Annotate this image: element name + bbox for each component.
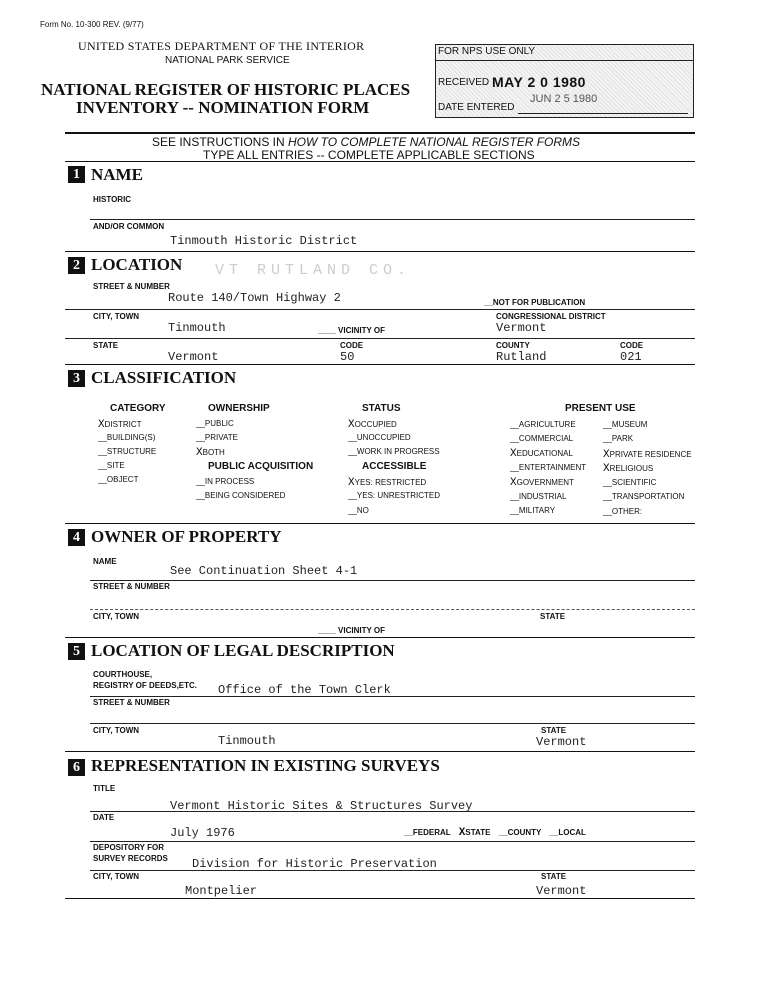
nps-box-divider bbox=[436, 60, 693, 61]
use-industrial[interactable]: __INDUSTRIAL bbox=[510, 492, 567, 501]
option-label: FEDERAL bbox=[412, 828, 451, 837]
depository-value: Division for Historic Preservation bbox=[192, 857, 437, 871]
category-object[interactable]: __OBJECT bbox=[98, 475, 139, 484]
instructions-prefix: SEE INSTRUCTIONS IN bbox=[152, 135, 289, 149]
rule-depository bbox=[90, 870, 695, 871]
legal-state-value: Vermont bbox=[536, 735, 587, 749]
ownership-both[interactable] bbox=[196, 447, 225, 459]
rule-street bbox=[65, 309, 695, 310]
section-3-number: 3 bbox=[68, 370, 85, 387]
category-heading: CATEGORY bbox=[110, 403, 166, 414]
accessible-no[interactable]: __NO bbox=[348, 506, 369, 515]
rule-city bbox=[65, 338, 695, 339]
rule-survey-date bbox=[90, 841, 695, 842]
ownership-public[interactable]: __PUBLIC bbox=[196, 419, 234, 428]
option-label: PUBLIC bbox=[204, 419, 234, 428]
historic-label: HISTORIC bbox=[93, 195, 132, 204]
option-label: YES: RESTRICTED bbox=[354, 478, 427, 487]
option-label: MUSEUM bbox=[611, 420, 648, 429]
depository-label-2: SURVEY RECORDS bbox=[93, 854, 168, 863]
date-entered-label: DATE ENTERED bbox=[438, 102, 515, 113]
option-label: STRUCTURE bbox=[106, 447, 157, 456]
level-federal[interactable]: __FEDERAL bbox=[404, 828, 451, 837]
option-label: OTHER: bbox=[611, 507, 643, 516]
code-value: 50 bbox=[340, 350, 355, 364]
checkbox-mark: X bbox=[510, 448, 517, 460]
section-6-title: REPRESENTATION IN EXISTING SURVEYS bbox=[91, 756, 440, 775]
acquisition-being-considered[interactable]: __BEING CONSIDERED bbox=[196, 491, 286, 500]
vicinity-of: ____ VICINITY OF bbox=[318, 326, 385, 335]
use-private-residence[interactable] bbox=[603, 449, 692, 461]
courthouse-label-1: COURTHOUSE, bbox=[93, 670, 153, 679]
state-value: Vermont bbox=[168, 350, 219, 364]
rule-owner-name bbox=[90, 580, 695, 581]
owner-name-label: NAME bbox=[93, 557, 117, 566]
ownership-private[interactable]: __PRIVATE bbox=[196, 433, 238, 442]
survey-state-label: STATE bbox=[541, 872, 567, 881]
checkbox-mark: X bbox=[603, 463, 610, 475]
form-number: Form No. 10-300 REV. (9/77) bbox=[40, 20, 144, 29]
status-occupied[interactable] bbox=[348, 419, 397, 431]
depository-label-1: DEPOSITORY FOR bbox=[93, 843, 164, 852]
state-label: STATE bbox=[93, 341, 119, 350]
rule-courthouse bbox=[90, 696, 695, 697]
congressional-value: Vermont bbox=[496, 321, 547, 335]
legal-city-label: CITY, TOWN bbox=[93, 726, 140, 735]
section-6-number: 6 bbox=[68, 759, 85, 776]
received-stamp: MAY 2 0 1980 bbox=[492, 74, 586, 90]
rule-section-3 bbox=[65, 523, 695, 524]
level-local[interactable]: __LOCAL bbox=[549, 828, 586, 837]
status-unoccupied[interactable]: __UNOCCUPIED bbox=[348, 433, 411, 442]
owner-vicinity-label: VICINITY OF bbox=[338, 626, 385, 635]
option-label: IN PROCESS bbox=[204, 477, 255, 486]
category-site[interactable]: __SITE bbox=[98, 461, 125, 470]
owner-name-value: See Continuation Sheet 4-1 bbox=[170, 564, 358, 578]
use-agriculture[interactable]: __AGRICULTURE bbox=[510, 420, 576, 429]
owner-city-label: CITY, TOWN bbox=[93, 612, 140, 621]
service-name: NATIONAL PARK SERVICE bbox=[165, 55, 290, 66]
section-1-number: 1 bbox=[68, 166, 85, 183]
received-label: RECEIVED bbox=[438, 77, 490, 88]
common-name-label: AND/OR COMMON bbox=[93, 222, 165, 231]
city-value: Tinmouth bbox=[168, 321, 226, 335]
city-label: CITY, TOWN bbox=[93, 312, 140, 321]
nps-use-box bbox=[435, 44, 694, 118]
county-value: Rutland bbox=[496, 350, 547, 364]
use-entertainment[interactable]: __ENTERTAINMENT bbox=[510, 463, 587, 472]
section-3-title: CLASSIFICATION bbox=[91, 368, 237, 387]
option-label: INDUSTRIAL bbox=[518, 492, 567, 501]
option-label: PRIVATE bbox=[204, 433, 238, 442]
street-label: STREET & NUMBER bbox=[93, 282, 170, 291]
rule-legal-street bbox=[90, 723, 695, 724]
rule-historic bbox=[90, 219, 695, 220]
instructions-italic: HOW TO COMPLETE NATIONAL REGISTER FORMS bbox=[288, 135, 581, 149]
option-label: STATE bbox=[465, 828, 491, 837]
legal-street-label: STREET & NUMBER bbox=[93, 698, 170, 707]
survey-level-options bbox=[404, 827, 586, 839]
nps-box-heading: FOR NPS USE ONLY bbox=[438, 46, 536, 57]
county-code-value: 021 bbox=[620, 350, 642, 364]
checkbox-mark: X bbox=[603, 449, 610, 461]
public-acquisition-heading: PUBLIC ACQUISITION bbox=[208, 461, 314, 472]
use-museum[interactable]: __MUSEUM bbox=[603, 420, 648, 429]
section-2-number: 2 bbox=[68, 257, 85, 274]
survey-title-value: Vermont Historic Sites & Structures Survey bbox=[170, 799, 473, 813]
status-heading: STATUS bbox=[362, 403, 401, 414]
status-work-in-progress[interactable]: __WORK IN PROGRESS bbox=[348, 447, 440, 456]
congressional-label: CONGRESSIONAL DISTRICT bbox=[496, 312, 606, 321]
option-label: LOCAL bbox=[558, 828, 586, 837]
common-name-value: Tinmouth Historic District bbox=[170, 234, 358, 248]
rule-section-1 bbox=[65, 251, 695, 252]
rule-instructions bbox=[65, 161, 695, 162]
county-label: COUNTY bbox=[496, 341, 530, 350]
section-5-number: 5 bbox=[68, 643, 85, 660]
courthouse-value: Office of the Town Clerk bbox=[218, 683, 391, 697]
date-entered-stamp: JUN 2 5 1980 bbox=[530, 93, 598, 105]
option-label: COUNTY bbox=[507, 828, 542, 837]
checkbox-mark: X bbox=[348, 419, 355, 431]
use-government[interactable] bbox=[510, 477, 574, 489]
level-state[interactable] bbox=[459, 828, 491, 837]
survey-city-value: Montpelier bbox=[185, 884, 258, 898]
option-label: OCCUPIED bbox=[354, 420, 397, 429]
accessible-heading: ACCESSIBLE bbox=[362, 461, 427, 472]
courthouse-label-2: REGISTRY OF DEEDS,ETC. bbox=[93, 681, 198, 690]
survey-date-value: July 1976 bbox=[170, 826, 235, 840]
survey-city-label: CITY, TOWN bbox=[93, 872, 140, 881]
checkbox-mark: X bbox=[348, 477, 355, 489]
not-for-publication-label: NOT FOR PUBLICATION bbox=[492, 298, 586, 307]
accessible-yes-unrestricted[interactable]: __YES: UNRESTRICTED bbox=[348, 491, 441, 500]
use-scientific[interactable]: __SCIENTIFIC bbox=[603, 478, 657, 487]
legal-city-value: Tinmouth bbox=[218, 734, 276, 748]
instructions-line2: TYPE ALL ENTRIES -- COMPLETE APPLICABLE SECTIONS bbox=[203, 148, 535, 162]
rule-owner-street bbox=[90, 609, 695, 610]
option-label: PRIVATE RESIDENCE bbox=[609, 450, 692, 459]
form-title-line2: INVENTORY -- NOMINATION FORM bbox=[76, 98, 370, 117]
option-label: SITE bbox=[106, 461, 125, 470]
option-label: RELIGIOUS bbox=[609, 464, 654, 473]
section-4-number: 4 bbox=[68, 529, 85, 546]
section-2-title: LOCATION bbox=[91, 255, 183, 274]
faint-stamp: VT RUTLAND CO. bbox=[215, 262, 412, 279]
rule-section-4 bbox=[65, 637, 695, 638]
rule-survey-title bbox=[90, 811, 695, 812]
use-military[interactable]: __MILITARY bbox=[510, 506, 556, 515]
checkbox-mark: X bbox=[196, 447, 203, 459]
street-value: Route 140/Town Highway 2 bbox=[168, 291, 341, 305]
rule-section-6 bbox=[65, 898, 695, 899]
option-label: GOVERNMENT bbox=[516, 478, 574, 487]
option-label: UNOCCUPIED bbox=[356, 433, 411, 442]
section-5-title: LOCATION OF LEGAL DESCRIPTION bbox=[91, 641, 395, 660]
survey-state-value: Vermont bbox=[536, 884, 587, 898]
option-label: AGRICULTURE bbox=[518, 420, 576, 429]
use-educational[interactable] bbox=[510, 448, 573, 460]
option-label: BEING CONSIDERED bbox=[204, 491, 286, 500]
option-label: SCIENTIFIC bbox=[611, 478, 657, 487]
form-title-line1: NATIONAL REGISTER OF HISTORIC PLACES bbox=[41, 80, 411, 99]
option-label: EDUCATIONAL bbox=[516, 449, 573, 458]
section-1-title: NAME bbox=[91, 165, 143, 184]
option-label: PARK bbox=[611, 434, 634, 443]
option-label: WORK IN PROGRESS bbox=[356, 447, 440, 456]
instructions-line1 bbox=[152, 135, 580, 149]
present-use-heading: PRESENT USE bbox=[565, 403, 636, 414]
survey-date-label: DATE bbox=[93, 813, 115, 822]
use-transportation[interactable]: __TRANSPORTATION bbox=[603, 492, 685, 501]
survey-title-label: TITLE bbox=[93, 784, 116, 793]
option-label: OBJECT bbox=[106, 475, 139, 484]
category-district[interactable] bbox=[98, 419, 142, 431]
option-label: NO bbox=[356, 506, 369, 515]
option-label: MILITARY bbox=[518, 506, 556, 515]
option-label: DISTRICT bbox=[104, 420, 142, 429]
category-structure[interactable]: __STRUCTURE bbox=[98, 447, 157, 456]
use-commercial[interactable]: __COMMERCIAL bbox=[510, 434, 574, 443]
rule-section-5 bbox=[65, 751, 695, 752]
not-for-publication: __NOT FOR PUBLICATION bbox=[484, 298, 586, 307]
county-code-label: CODE bbox=[620, 341, 644, 350]
option-label: ENTERTAINMENT bbox=[518, 463, 587, 472]
option-label: COMMERCIAL bbox=[518, 434, 574, 443]
category-buildings[interactable]: __BUILDING(S) bbox=[98, 433, 156, 442]
use-park[interactable]: __PARK bbox=[603, 434, 634, 443]
department-name: UNITED STATES DEPARTMENT OF THE INTERIOR bbox=[78, 39, 365, 53]
section-4-title: OWNER OF PROPERTY bbox=[91, 527, 282, 546]
vicinity-label: VICINITY OF bbox=[338, 326, 385, 335]
owner-vicinity: ____ VICINITY OF bbox=[318, 626, 385, 635]
acquisition-in-process[interactable]: __IN PROCESS bbox=[196, 477, 255, 486]
code-label: CODE bbox=[340, 341, 364, 350]
option-label: YES: UNRESTRICTED bbox=[356, 491, 441, 500]
legal-state-label: STATE bbox=[541, 726, 567, 735]
option-label: BUILDING(S) bbox=[106, 433, 156, 442]
rule-section-2 bbox=[65, 364, 695, 365]
use-religious[interactable] bbox=[603, 463, 653, 475]
checkbox-mark: X bbox=[458, 827, 466, 839]
checkbox-mark: X bbox=[98, 419, 105, 431]
accessible-yes-restricted[interactable] bbox=[348, 477, 426, 489]
option-label: TRANSPORTATION bbox=[611, 492, 685, 501]
owner-state-label: STATE bbox=[540, 612, 566, 621]
level-county[interactable]: __COUNTY bbox=[498, 828, 542, 837]
ownership-heading: OWNERSHIP bbox=[208, 403, 270, 414]
date-entered-line bbox=[518, 113, 688, 114]
option-label: BOTH bbox=[202, 448, 225, 457]
rule-top bbox=[65, 132, 695, 134]
owner-street-label: STREET & NUMBER bbox=[93, 582, 170, 591]
use-other[interactable]: __OTHER: bbox=[603, 507, 643, 516]
checkbox-mark: X bbox=[510, 477, 517, 489]
